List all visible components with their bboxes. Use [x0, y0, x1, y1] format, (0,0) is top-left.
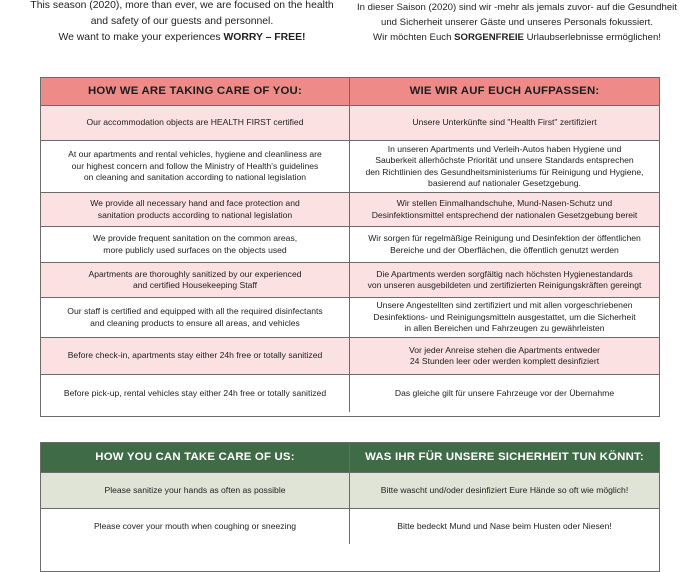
cell-line: Sauberkeit allerhöchste Priorität und unsere Standards entsprechen	[375, 155, 634, 165]
table-row	[41, 226, 659, 262]
cell-english	[41, 298, 350, 337]
cell-german	[350, 509, 659, 544]
table-row	[41, 297, 659, 337]
intro-text: Urlaubserlebnisse ermöglichen!	[523, 32, 661, 43]
intro-line: und Sicherheit unserer Gäste und unseres Personals fokussiert.	[381, 17, 653, 28]
cell-line: In unseren Apartments und Verleih-Autos haben Hygiene und	[387, 143, 622, 154]
table-row	[41, 105, 659, 140]
cell-line: Please cover your mouth when coughing or sneezing	[93, 520, 297, 531]
cell-english	[41, 227, 350, 262]
intro-line: In dieser Saison (2020) sind wir -mehr als jemals zuvor- auf die Gesundheit	[357, 2, 677, 13]
cell-english	[41, 263, 350, 297]
intro-english	[22, 0, 342, 46]
intro-line: and safety of our guests and personnel.	[90, 16, 274, 27]
table-row	[41, 262, 659, 297]
intro-line	[352, 30, 682, 45]
cell-german	[350, 227, 659, 262]
cell-line: Unsere Angestellten sind zertifiziert und mit allen vorgeschriebenen	[376, 300, 633, 311]
cell-line: We provide frequent sanitation on the common areas,	[92, 233, 298, 243]
cell-german	[350, 338, 659, 374]
cell-english	[41, 509, 350, 544]
intro-emphasis: WORRY – FREE!	[223, 32, 306, 43]
table-row	[41, 508, 659, 544]
intro-line	[22, 30, 342, 46]
cell-english	[41, 193, 350, 226]
cell-line: Wir sorgen für regelmäßige Reinigung und Desinfektion der öffentlichen	[368, 233, 641, 243]
cell-line: Wir stellen Einmalhandschuhe, Mund-Nasen-Schutz und	[396, 198, 613, 208]
table-row	[41, 192, 659, 226]
cell-line: Unsere Unterkünfte sind "Health First" zertifiziert	[412, 117, 597, 128]
cell-line: Desinfektions- und Reinigungsmitteln ausgestattet, um die Sicherheit	[373, 311, 636, 322]
intro-line: This season (2020), more than ever, we are focused on the health	[30, 0, 334, 11]
cell-german	[350, 375, 659, 412]
cell-line: Please sanitize your hands as often as possible	[104, 484, 286, 495]
cell-line: Bereiche und der Oberflächen, die öffentlich genutzt werden	[390, 244, 619, 255]
cell-line: in allen Bereichen und Fahrzeugen zu gewährleisten	[404, 323, 605, 334]
table-row	[41, 374, 659, 412]
header-english: HOW WE ARE TAKING CARE OF YOU:	[41, 78, 350, 105]
intro-german	[352, 0, 682, 45]
cell-english	[41, 473, 350, 508]
cell-line: and certified Housekeeping Staff	[132, 280, 258, 290]
table-row	[41, 337, 659, 374]
cell-line: basierend auf nationaler Gesetzgebung.	[428, 178, 581, 188]
intro-text: Wir möchten Euch	[373, 32, 455, 43]
cell-line: 24 Stunden leer oder werden komplett desinfiziert	[409, 356, 600, 366]
cell-german	[350, 298, 659, 337]
cell-line: Das gleiche gilt für unsere Fahrzeuge vor der Übernahme	[394, 387, 615, 398]
header-german: WAS IHR FÜR UNSERE SICHERHEIT TUN KÖNNT:	[365, 450, 644, 463]
cell-line: on cleaning and sanitation according to national legislation	[83, 172, 307, 183]
care-for-us-table	[40, 442, 660, 572]
cell-line: Before pick-up, rental vehicles stay either 24h free or totally sanitized	[63, 387, 327, 398]
cell-line: We provide all necessary hand and face protection and	[90, 198, 300, 208]
cell-german	[350, 473, 659, 508]
cell-german	[350, 141, 659, 192]
cell-line: Before check-in, apartments stay either 24h free or totally sanitized	[67, 350, 323, 361]
intro-text: We want to make your experiences	[58, 32, 224, 43]
cell-line: Bitte bedeckt Mund und Nase beim Husten oder Niesen!	[397, 520, 612, 531]
cell-line: Die Apartments werden sorgfältig nach höchsten Hygienestandards	[376, 268, 633, 279]
header-german: WIE WIR AUF EUCH AUFPASSEN:	[409, 84, 600, 97]
cell-line: Our accommodation objects are HEALTH FIRST certified	[86, 117, 304, 128]
cell-line: von unseren ausgebildeten und zertifizierten Reinigungskräften gereingt	[367, 280, 642, 290]
cell-line: our highest concern and follow the Ministry of Health's guidelines	[71, 160, 319, 171]
cell-line: Apartments are thoroughly sanitized by our experienced	[88, 268, 302, 279]
cell-line: Our staff is certified and equipped with all the required disinfectants	[67, 306, 323, 316]
cell-line: sanitation products according to national legislation	[97, 209, 293, 220]
cell-line: Vor jeder Anreise stehen die Apartments entweder	[408, 344, 601, 355]
cell-english	[41, 106, 350, 140]
care-for-you-table	[40, 77, 660, 417]
cell-line: At our apartments and rental vehicles, hygiene and cleanliness are	[68, 149, 322, 160]
table-header-row	[41, 443, 659, 472]
cell-line: Desinfektionsmittel entsprechend der nationalen Gesetzgebung bereit	[371, 209, 638, 220]
intro-emphasis: SORGENFREIE	[454, 32, 524, 43]
table-row	[41, 140, 659, 192]
cell-english	[41, 141, 350, 192]
cell-line: den Richtlinien des Gesundheitsministeriums für Reinigung und Hygiene,	[365, 166, 644, 177]
cell-english	[41, 338, 350, 374]
table-row	[41, 472, 659, 508]
table-header-row	[41, 78, 659, 105]
cell-line: and cleaning products to ensure all areas, and vehicles	[90, 317, 300, 328]
cell-german	[350, 263, 659, 297]
cell-german	[350, 106, 659, 140]
cell-line: Bitte wascht und/oder desinfiziert Eure Hände so oft wie möglich!	[380, 484, 629, 495]
header-english: HOW YOU CAN TAKE CARE OF US:	[41, 443, 350, 472]
cell-line: more publicly used surfaces on the objects used	[103, 244, 287, 255]
cell-english	[41, 375, 350, 412]
cell-german	[350, 193, 659, 226]
